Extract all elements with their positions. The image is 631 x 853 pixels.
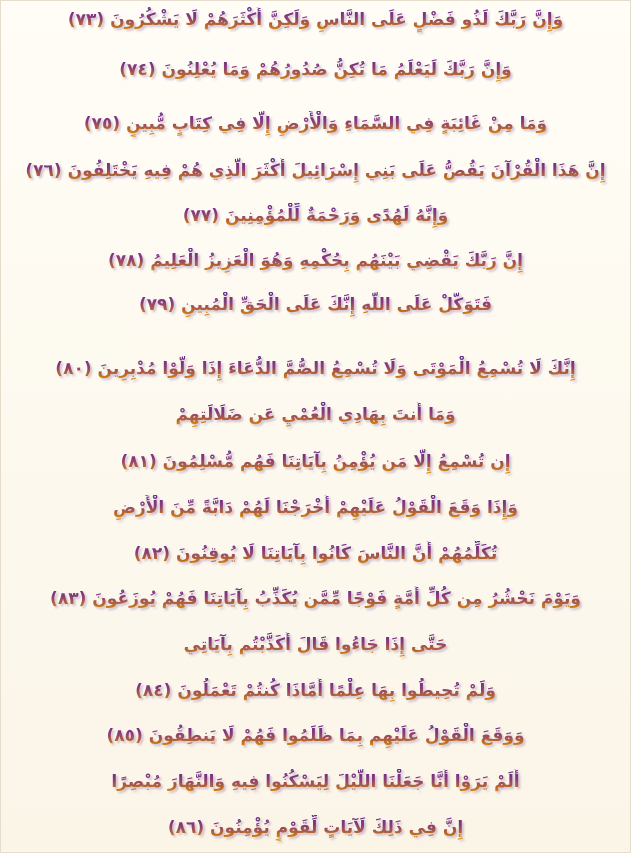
verse-80: إِنَّكَ لَا تُسْمِعُ الْمَوْتَى وَلَا تُسْمِعُ الصُّمَّ الدُّعَاءَ إِذَا وَلَّوْا مُدْبِرِينَ (٨٠) bbox=[9, 356, 622, 382]
verse-76: إِنَّ هَذَا الْقُرْآنَ يَقُصُّ عَلَى بَنِي إِسْرَائِيلَ أَكْثَرَ الَّذِي هُمْ فِيهِ يَخْتَلِفُونَ (٧٦) bbox=[9, 158, 622, 184]
verse-75: وَمَا مِنْ غَائِبَةٍ فِي السَّمَاءِ وَالْأَرْضِ إِلَّا فِي كِتَابٍ مُّبِينٍ (٧٥) bbox=[9, 111, 622, 137]
verse-73: وَإِنَّ رَبَّكَ لَذُو فَضْلٍ عَلَى النَّاسِ وَلَكِنَّ أَكْثَرَهُمْ لَا يَشْكُرُونَ (٧٣) bbox=[9, 7, 622, 33]
verse-84-part-1: حَتَّى إِذَا جَاءُوا قَالَ أَكَذَّبْتُم بِآيَاتِي bbox=[9, 632, 622, 658]
verse-81-part-2: إِن تُسْمِعُ إِلَّا مَن يُؤْمِنُ بِآيَاتِنَا فَهُم مُّسْلِمُونَ (٨١) bbox=[9, 449, 622, 475]
verse-78: إِنَّ رَبَّكَ يَقْضِي بَيْنَهُم بِحُكْمِهِ وَهُوَ الْعَزِيزُ الْعَلِيمُ (٧٨) bbox=[9, 248, 622, 274]
verse-79: فَتَوَكَّلْ عَلَى اللَّهِ إِنَّكَ عَلَى الْحَقِّ الْمُبِينِ (٧٩) bbox=[9, 292, 622, 318]
verse-81-part-1: وَمَا أَنتَ بِهَادِي الْعُمْيِ عَن ضَلَالَتِهِمْ bbox=[9, 402, 622, 428]
verse-83: وَيَوْمَ نَحْشُرُ مِن كُلِّ أُمَّةٍ فَوْجًا مِّمَّن يُكَذِّبُ بِآيَاتِنَا فَهُمْ يُوزَعُونَ (٨٣) bbox=[9, 586, 622, 612]
verse-82-part-2: تُكَلِّمُهُمْ أَنَّ النَّاسَ كَانُوا بِآيَاتِنَا لَا يُوقِنُونَ (٨٢) bbox=[9, 541, 622, 567]
verse-86-part-1: أَلَمْ يَرَوْا أَنَّا جَعَلْنَا اللَّيْلَ لِيَسْكُنُوا فِيهِ وَالنَّهَارَ مُبْصِرًا bbox=[9, 769, 622, 795]
verse-77: وَإِنَّهُ لَهُدًى وَرَحْمَةٌ لِّلْمُؤْمِنِينَ (٧٧) bbox=[9, 203, 622, 229]
verse-82-part-1: وَإِذَا وَقَعَ الْقَوْلُ عَلَيْهِمْ أَخْرَجْنَا لَهُمْ دَابَّةً مِّنَ الْأَرْضِ bbox=[9, 495, 622, 521]
verse-85: وَوَقَعَ الْقَوْلُ عَلَيْهِم بِمَا ظَلَمُوا فَهُمْ لَا يَنطِقُونَ (٨٥) bbox=[9, 723, 622, 749]
verse-84-part-2: وَلَمْ تُحِيطُوا بِهَا عِلْمًا أَمَّاذَا كُنتُمْ تَعْمَلُونَ (٨٤) bbox=[9, 678, 622, 704]
verse-86-part-2: إِنَّ فِي ذَلِكَ لَآيَاتٍ لِّقَوْمٍ يُؤْمِنُونَ (٨٦) bbox=[9, 815, 622, 841]
verse-74: وَإِنَّ رَبَّكَ لَيَعْلَمُ مَا تُكِنُّ صُدُورُهُمْ وَمَا يُعْلِنُونَ (٧٤) bbox=[9, 57, 622, 83]
